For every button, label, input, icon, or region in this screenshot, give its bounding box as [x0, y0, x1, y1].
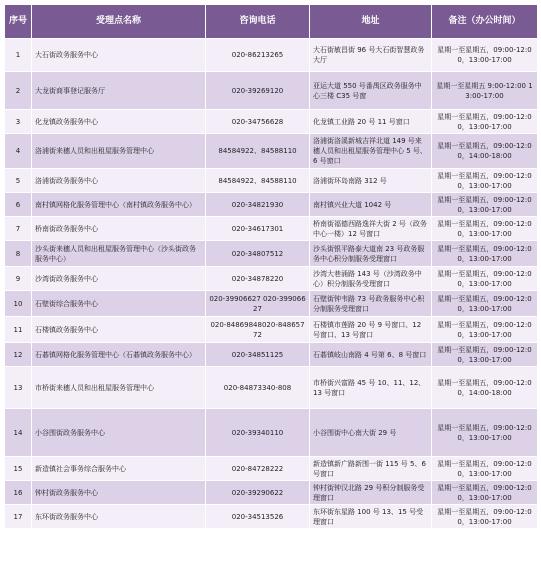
row-name: 大龙街商事登记服务厅	[32, 72, 206, 110]
row-name: 新造镇社会事务综合服务中心	[32, 457, 206, 481]
row-addr: 沙头街银平路泰大道南 23 号政务服务中心积分制服务受理窗口	[310, 241, 432, 267]
row-note: 星期一至星期五，09:00-12:00，13:00-17:00	[432, 39, 538, 72]
row-note: 星期一至星期五，09:00-12:00，13:00-17:00	[432, 457, 538, 481]
row-tel: 020-39340110	[206, 409, 310, 457]
row-addr: 洛浦街洛溪新城吉祥北道 149 号来穗人员和出租屋服务管理中心 5 号、6 号窗口	[310, 134, 432, 169]
row-note: 星期一至星期五，09:00-12:00，14:00-18:00	[432, 134, 538, 169]
table-row	[5, 169, 538, 193]
row-note: 星期一至星期五 9:00-12:00 13:00-17:00	[432, 72, 538, 110]
row-note: 星期一至星期五，09:00-12:00，14:00-18:00	[432, 367, 538, 409]
row-no: 16	[5, 481, 32, 505]
table-row	[5, 217, 538, 241]
table-row	[5, 457, 538, 481]
row-no: 14	[5, 409, 32, 457]
row-name: 小谷围街政务服务中心	[32, 409, 206, 457]
row-note: 星期一至星期五，09:00-12:00，13:00-17:00	[432, 317, 538, 343]
row-no: 5	[5, 169, 32, 193]
row-note: 星期一至星期五，09:00-12:00，13:00-17:00	[432, 241, 538, 267]
table-row	[5, 241, 538, 267]
row-name: 洛浦街来穗人员和出租屋服务管理中心	[32, 134, 206, 169]
service-points-table	[4, 4, 538, 529]
row-addr: 石碁镇岐山南路 4 号第 6、8 号窗口	[310, 343, 432, 367]
row-addr: 洛浦街环岛南路 312 号	[310, 169, 432, 193]
row-note: 星期一至星期五，09:00-12:00，13:00-17:00	[432, 217, 538, 241]
service-points-table-wrapper	[4, 4, 537, 529]
table-row	[5, 343, 538, 367]
table-row	[5, 39, 538, 72]
row-no: 9	[5, 267, 32, 291]
table-row	[5, 134, 538, 169]
row-tel: 020-34617301	[206, 217, 310, 241]
row-addr: 沙湾大巷涌路 143 号（沙湾政务中心）积分制服务受理窗口	[310, 267, 432, 291]
row-note: 星期一至星期五，09:00-12:00，13:00-17:00	[432, 481, 538, 505]
row-note: 星期一至星期五，09:00-12:00，13:00-17:00	[432, 505, 538, 529]
row-addr: 石壁街钟韦路 73 号政务服务中心积分制服务受理窗口	[310, 291, 432, 317]
row-no: 15	[5, 457, 32, 481]
row-note: 星期一至星期五，09:00-12:00，13:00-17:00	[432, 291, 538, 317]
row-addr: 小谷围街中心南大街 29 号	[310, 409, 432, 457]
row-note: 星期一至星期五，09:00-12:00，13:00-17:00	[432, 193, 538, 217]
row-addr: 南村镇兴业大道 1042 号	[310, 193, 432, 217]
row-no: 6	[5, 193, 32, 217]
header-name: 受理点名称	[32, 5, 206, 39]
table-row	[5, 505, 538, 529]
row-addr: 市桥街兴富路 45 号 10、11、12、13 号窗口	[310, 367, 432, 409]
row-note: 星期一至星期五，09:00-12:00，13:00-17:00	[432, 409, 538, 457]
row-tel: 020-86213265	[206, 39, 310, 72]
row-tel: 020-84728222	[206, 457, 310, 481]
row-name: 沙头街来穗人员和出租屋服务管理中心（沙头街政务服务中心）	[32, 241, 206, 267]
row-name: 洛浦街政务服务中心	[32, 169, 206, 193]
row-name: 钟村街政务服务中心	[32, 481, 206, 505]
table-row	[5, 409, 538, 457]
table-row	[5, 110, 538, 134]
row-name: 沙湾街政务服务中心	[32, 267, 206, 291]
row-note: 星期一至星期五，09:00-12:00，13:00-17:00	[432, 169, 538, 193]
row-name: 石碁镇网格化服务管理中心（石碁镇政务服务中心）	[32, 343, 206, 367]
row-addr: 桥南街福德西路逸祥大街 2 号（政务中心一楼）12 号窗口	[310, 217, 432, 241]
row-addr: 东环街东星路 100 号 13、15 号受理窗口	[310, 505, 432, 529]
row-no: 2	[5, 72, 32, 110]
row-tel: 84584922、84588110	[206, 169, 310, 193]
table-row	[5, 72, 538, 110]
row-name: 化龙镇政务服务中心	[32, 110, 206, 134]
row-name: 石壁街综合服务中心	[32, 291, 206, 317]
header-addr: 地址	[310, 5, 432, 39]
table-row	[5, 367, 538, 409]
row-tel: 020-34851125	[206, 343, 310, 367]
row-name: 桥南街政务服务中心	[32, 217, 206, 241]
row-no: 7	[5, 217, 32, 241]
row-no: 8	[5, 241, 32, 267]
row-no: 1	[5, 39, 32, 72]
row-tel: 020-34756628	[206, 110, 310, 134]
row-tel: 020-34807512	[206, 241, 310, 267]
row-tel: 84584922、84588110	[206, 134, 310, 169]
row-name: 南村镇网格化服务管理中心（南村镇政务服务中心）	[32, 193, 206, 217]
row-addr: 钟村街钟汉北路 29 号积分制服务受理窗口	[310, 481, 432, 505]
row-note: 星期一至星期五，09:00-12:00，13:00-17:00	[432, 343, 538, 367]
table-row	[5, 317, 538, 343]
header-no: 序号	[5, 5, 32, 39]
row-name: 大石街政务服务中心	[32, 39, 206, 72]
row-tel: 020-34878220	[206, 267, 310, 291]
row-name: 东环街政务服务中心	[32, 505, 206, 529]
row-addr: 化龙镇工业路 20 号 11 号窗口	[310, 110, 432, 134]
table-row	[5, 481, 538, 505]
row-no: 17	[5, 505, 32, 529]
row-no: 11	[5, 317, 32, 343]
row-note: 星期一至星期五，09:00-12:00，13:00-17:00	[432, 267, 538, 291]
row-tel: 020-34513526	[206, 505, 310, 529]
row-tel: 020-39906627 020-39906627	[206, 291, 310, 317]
table-row	[5, 193, 538, 217]
row-name: 石楼镇政务服务中心	[32, 317, 206, 343]
row-name: 市桥街来穗人员和出租屋服务管理中心	[32, 367, 206, 409]
row-no: 12	[5, 343, 32, 367]
row-note: 星期一至星期五，09:00-12:00，13:00-17:00	[432, 110, 538, 134]
table-row	[5, 267, 538, 291]
row-addr: 大石街敏昌街 96 号大石街智慧政务大厅	[310, 39, 432, 72]
row-no: 10	[5, 291, 32, 317]
row-no: 3	[5, 110, 32, 134]
row-addr: 亚运大道 550 号番禺区政务服务中心三楼 C35 号窗	[310, 72, 432, 110]
row-tel: 020-84873340-808	[206, 367, 310, 409]
row-tel: 020-84869848020-84865772	[206, 317, 310, 343]
table-row	[5, 291, 538, 317]
row-no: 13	[5, 367, 32, 409]
row-tel: 020-39269120	[206, 72, 310, 110]
row-addr: 新造镇新广路新围一街 115 号 5、6 号窗口	[310, 457, 432, 481]
table-header-row	[5, 5, 538, 39]
row-no: 4	[5, 134, 32, 169]
row-tel: 020-34821930	[206, 193, 310, 217]
row-addr: 石楼镇市莲路 20 号 9 号窗口、12 号窗口、13 号窗口	[310, 317, 432, 343]
header-tel: 咨询电话	[206, 5, 310, 39]
header-note: 备注（办公时间）	[432, 5, 538, 39]
row-tel: 020-39290622	[206, 481, 310, 505]
